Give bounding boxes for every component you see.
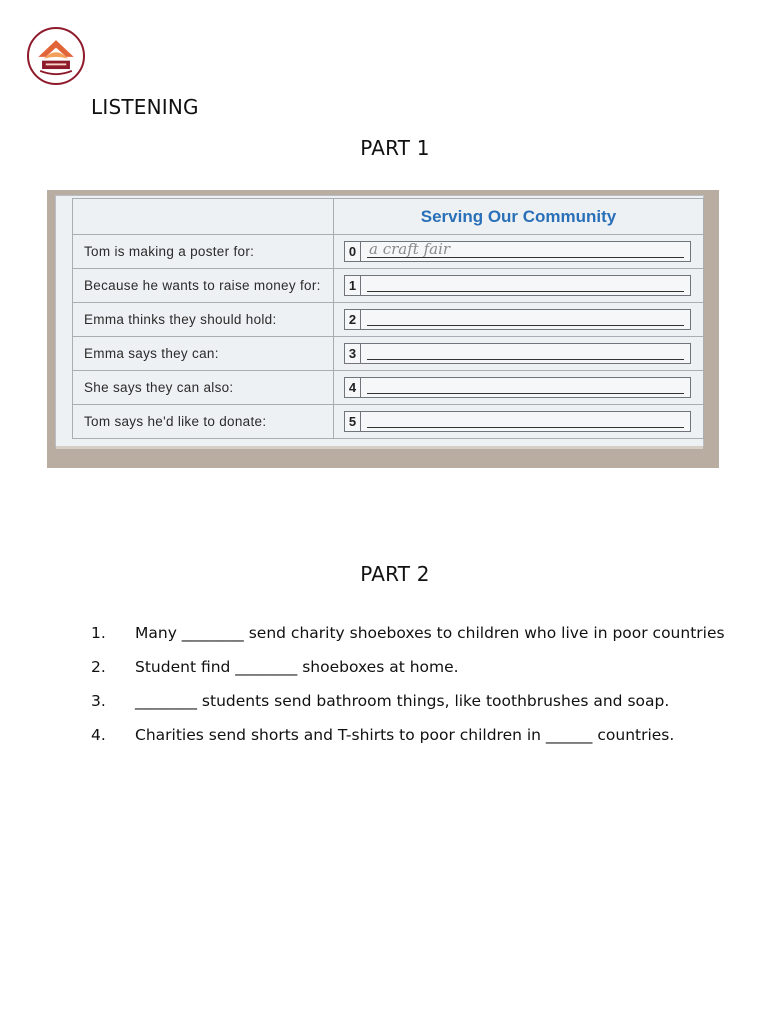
list-item [91,622,731,645]
answer-number: 2 [345,310,361,329]
answer-box [344,411,691,432]
item-number: 4. [91,726,106,744]
item-number: 3. [91,692,106,710]
question-text: Tom says he'd like to donate: [73,405,334,439]
example-answer: a craft fair [369,240,451,258]
answer-box [344,309,691,330]
item-text: Many ________ send charity shoeboxes to children who live in poor countries [135,624,725,642]
list-item [91,690,731,713]
answer-number: 3 [345,344,361,363]
question-text: Because he wants to raise money for: [73,269,334,303]
answer-number: 0 [345,242,361,261]
item-number: 2. [91,658,106,676]
answer-line [367,427,684,428]
part2-list [91,622,731,758]
table-row [73,337,704,371]
answer-box [344,377,691,398]
worksheet-image [47,190,719,468]
answer-line [367,291,684,292]
item-text: Student find ________ shoeboxes at home. [135,658,459,676]
answer-number: 5 [345,412,361,431]
answer-line [367,393,684,394]
worksheet-title: Serving Our Community [420,206,617,226]
answer-line [367,359,684,360]
answer-line [367,325,684,326]
table-row [73,371,704,405]
question-text: She says they can also: [73,371,334,405]
item-text: Charities send shorts and T-shirts to poor children in ______ countries. [135,726,675,744]
answer-box [344,343,691,364]
table-row [73,303,704,337]
answer-number: 4 [345,378,361,397]
list-item [91,724,731,747]
listening-heading: LISTENING [91,95,199,119]
table-row [73,235,704,269]
part1-heading: PART 1 [360,136,430,160]
question-text: Emma thinks they should hold: [73,303,334,337]
question-text: Emma says they can: [73,337,334,371]
table-row [73,405,704,439]
school-emblem-icon [27,27,85,85]
worksheet-table [72,198,704,439]
empty-header-cell [73,199,334,235]
item-number: 1. [91,624,106,642]
question-text: Tom is making a poster for: [73,235,334,269]
answer-number: 1 [345,276,361,295]
part2-heading: PART 2 [360,562,430,586]
item-text: ________ students send bathroom things, like toothbrushes and soap. [135,692,670,710]
answer-box [344,275,691,296]
list-item [91,656,731,679]
table-row [73,269,704,303]
answer-box [344,241,691,262]
